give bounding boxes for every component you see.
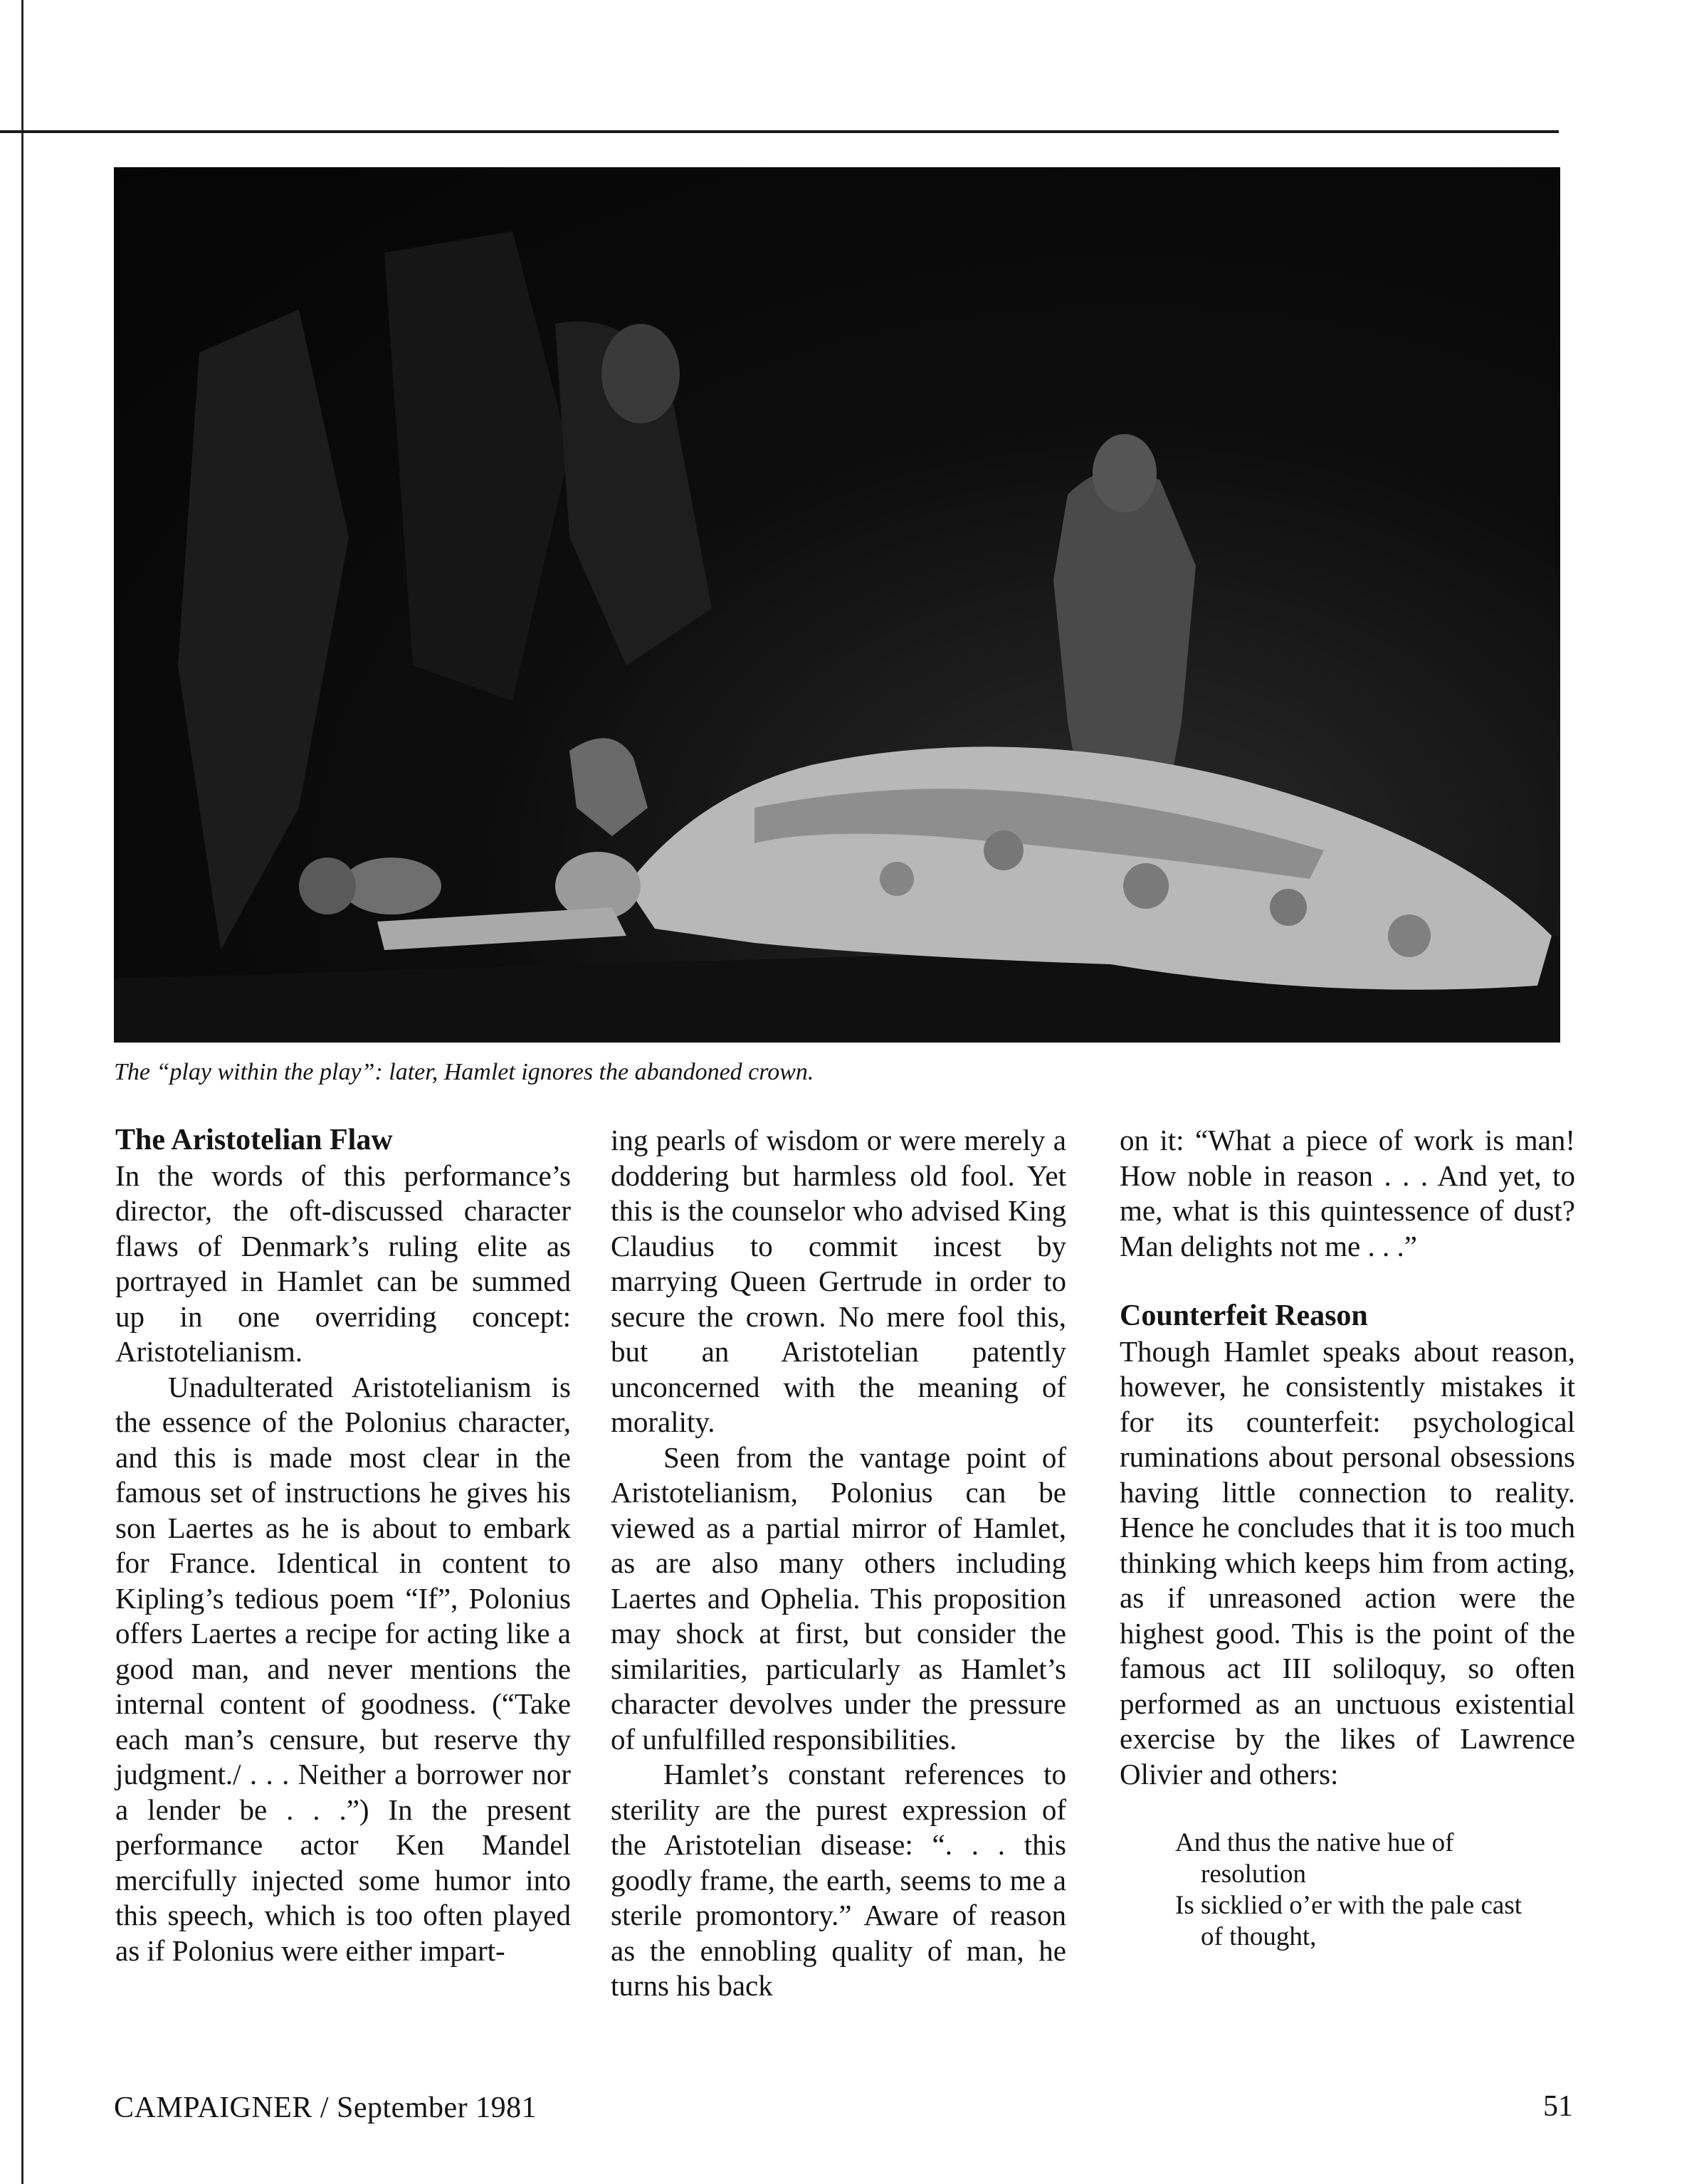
page-edge-rule (21, 0, 23, 2184)
page-number: 51 (1543, 2090, 1573, 2123)
column-3 (1120, 1123, 1575, 1953)
stage-photo (114, 167, 1560, 1043)
paragraph: ing pearls of wisdom or were merely a doddering but harmless old fool. Yet this is the counselor who advised King Claudius to commit incest by marrying Queen Gertrude in order to secure the crown. No mere fool this, but an Aristotelian patently unconcerned with the meaning of morality. (611, 1124, 1066, 1438)
paragraph: In the words of this performance’s director, the oft-discussed character flaws of Denmark’s ruling elite as portrayed in Hamlet can be summed up in one overriding concept: Aristotelianism. (115, 1159, 571, 1368)
column-2 (611, 1123, 1066, 2004)
paragraph: Seen from the vantage point of Aristotelianism, Polonius can be viewed as a partial mirror of Hamlet, as are also many others including Laertes and Ophelia. This proposition may shock at first, but consider the similarities, particularly as Hamlet’s character devolves under the pressure of unfulfilled responsibilities. (611, 1440, 1066, 1756)
verse-quotation (1175, 1827, 1575, 1953)
verse-line: Is sicklied o’er with the pale cast (1175, 1891, 1522, 1920)
column-1 (115, 1123, 571, 1968)
paragraph: Unadulterated Aristotelianism is the essence of the Polonius character, and this is made most clear in the famous set of instructions he gives his son Laertes as he is about to embark for France. Identical in content to Kipling’s tedious poem “If”, Polonius offers Laertes a recipe for acting like a good man, and never mentions the internal content of goodness. (“Take each man’s censure, but reserve thy judgment./ . . . Neither a borrower nor a lender be . . .”) In the present performance actor Ken Mandel mercifully injected some humor into this speech, which is too often played as if Polonius were either impart- (115, 1370, 571, 1967)
section-heading-counterfeit-reason: Counterfeit Reason (1120, 1299, 1368, 1332)
paragraph: Though Hamlet speaks about reason, however, he consistently mistakes it for its counterfeit: psychological ruminations about personal obsessions having little connection to reality. Hence he concludes that it is too much thinking which keeps him from acting, as if unreasoned action were the highest good. This is the point of the famous act III soliloquy, so often performed as an unctuous existential exercise by the likes of Lawrence Olivier and others: (1120, 1334, 1575, 1790)
verse-line: of thought, (1201, 1922, 1317, 1951)
verse-line: And thus the native hue of (1175, 1828, 1454, 1857)
verse-line: resolution (1201, 1859, 1306, 1889)
stage-photo-image (114, 167, 1560, 1043)
footer-publication: CAMPAIGNER / September 1981 (114, 2091, 537, 2124)
top-rule (0, 130, 1559, 133)
section-heading-aristotelian-flaw: The Aristotelian Flaw (115, 1124, 393, 1156)
paragraph: on it: “What a piece of work is man! How noble in reason . . . And yet, to me, what is this quintessence of dust? Man delights not me . . .” (1120, 1124, 1575, 1262)
paragraph: Hamlet’s constant references to sterility are the purest expression of the Aristotelian disease: “. . . this goodly frame, the earth, seems to me a sterile promontory.” Aware of reason as the ennobling quality of man, he turns his back (611, 1758, 1066, 2002)
photo-caption: The “play within the play”: later, Hamlet ignores the abandoned crown. (114, 1059, 814, 1085)
